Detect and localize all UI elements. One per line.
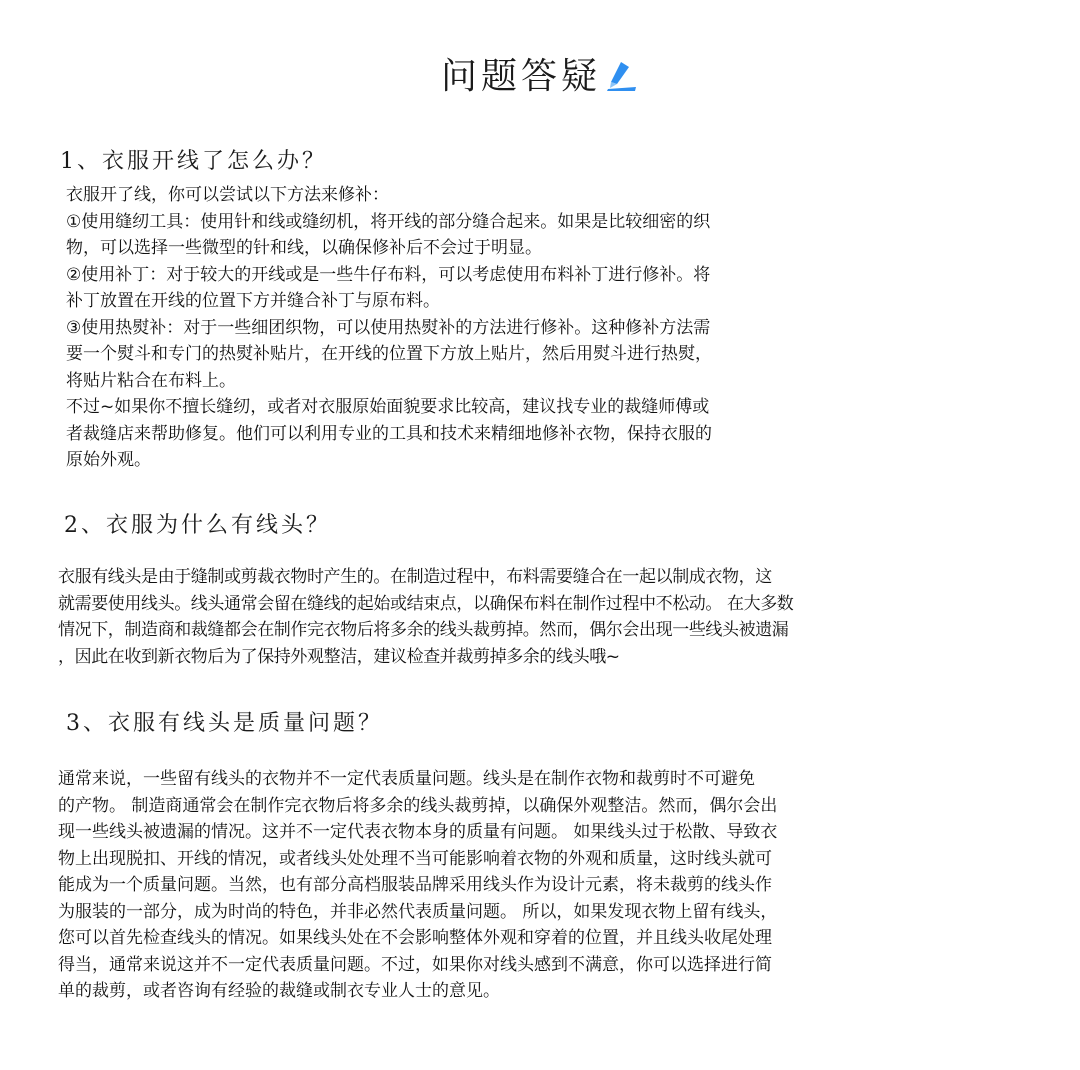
answer-line: 衣服开了线，你可以尝试以下方法来修补：	[66, 185, 389, 205]
answer-line: 能成为一个质量问题。当然，也有部分高档服装品牌采用线头作为设计元素，将未裁剪的线头作	[58, 875, 772, 895]
page-header	[0, 48, 1080, 99]
answer-line: 情况下，制造商和裁缝都会在制作完衣物后将多余的线头裁剪掉。然而，偶尔会出现一些线头被遗漏	[58, 620, 789, 640]
answer-3-text	[58, 766, 777, 1005]
answer-1-text	[66, 182, 712, 474]
answer-line: ③使用热熨补：对于一些细团织物，可以使用热熨补的方法进行修补。这种修补方法需	[66, 317, 711, 338]
page-title: 问题答疑	[440, 56, 601, 97]
answer-line: ②使用补丁：对于较大的开线或是一些牛仔布料，可以考虑使用布料补丁进行修补。将	[66, 264, 711, 285]
answer-line: 原始外观。	[66, 450, 151, 470]
answer-line: 您可以首先检查线头的情况。如果线头处在不会影响整体外观和穿着的位置，并且线头收尾处理	[58, 928, 772, 948]
answer-line: ①使用缝纫工具：使用针和线或缝纫机，将开线的部分缝合起来。如果是比较细密的织	[66, 211, 711, 232]
pencil-icon	[605, 58, 639, 92]
answer-line: 为服装的一部分，成为时尚的特色，并非必然代表质量问题。 所以，如果发现衣物上留有线头，	[58, 901, 778, 922]
answer-line: 单的裁剪，或者咨询有经验的裁缝或制衣专业人士的意见。	[58, 981, 500, 1001]
answer-line: 现一些线头被遗漏的情况。这并不一定代表衣物本身的质量有问题。 如果线头过于松散、导致衣	[58, 822, 778, 842]
answer-line: 物，可以选择一些微型的针和线，以确保修补后不会过于明显。	[66, 238, 542, 258]
answer-line: 衣服有线头是由于缝制或剪裁衣物时产生的。在制造过程中，布料需要缝合在一起以制成衣物，这	[58, 567, 772, 587]
answer-line: 者裁缝店来帮助修复。他们可以利用专业的工具和技术来精细地修补衣物，保持衣服的	[66, 423, 712, 444]
question-3-heading: 3、衣服有线头是质量问题？	[66, 711, 383, 736]
answer-line: 的产物。 制造商通常会在制作完衣物后将多余的线头裁剪掉，以确保外观整洁。然而，偶尔会出	[58, 795, 778, 816]
answer-line: ，因此在收到新衣物后为了保持外观整洁，建议检查并裁剪掉多余的线头哦~	[58, 646, 620, 667]
answer-line: 将贴片粘合在布料上。	[66, 370, 236, 391]
question-2-heading: 2、衣服为什么有线头？	[64, 513, 331, 538]
answer-line: 要一个熨斗和专门的热熨补贴片，在开线的位置下方放上贴片，然后用熨斗进行热熨，	[66, 344, 712, 364]
answer-line: 得当，通常来说这并不一定代表质量问题。不过，如果你对线头感到不满意，你可以选择进行简	[58, 954, 772, 975]
question-1-heading: 1、衣服开线了怎么办？	[60, 149, 327, 174]
answer-2-text	[58, 564, 793, 670]
answer-line: 就需要使用线头。线头通常会留在缝线的起始或结束点，以确保布料在制作过程中不松动。 在大多数	[58, 593, 794, 614]
answer-line: 补丁放置在开线的位置下方并缝合补丁与原布料。	[66, 291, 440, 311]
answer-line: 通常来说，一些留有线头的衣物并不一定代表质量问题。线头是在制作衣物和裁剪时不可避免	[58, 769, 755, 789]
answer-line: 不过~如果你不擅长缝纫，或者对衣服原始面貌要求比较高，建议找专业的裁缝师傅或	[66, 397, 710, 417]
answer-line: 物上出现脱扣、开线的情况，或者线头处处理不当可能影响着衣物的外观和质量，这时线头就可	[58, 848, 772, 869]
